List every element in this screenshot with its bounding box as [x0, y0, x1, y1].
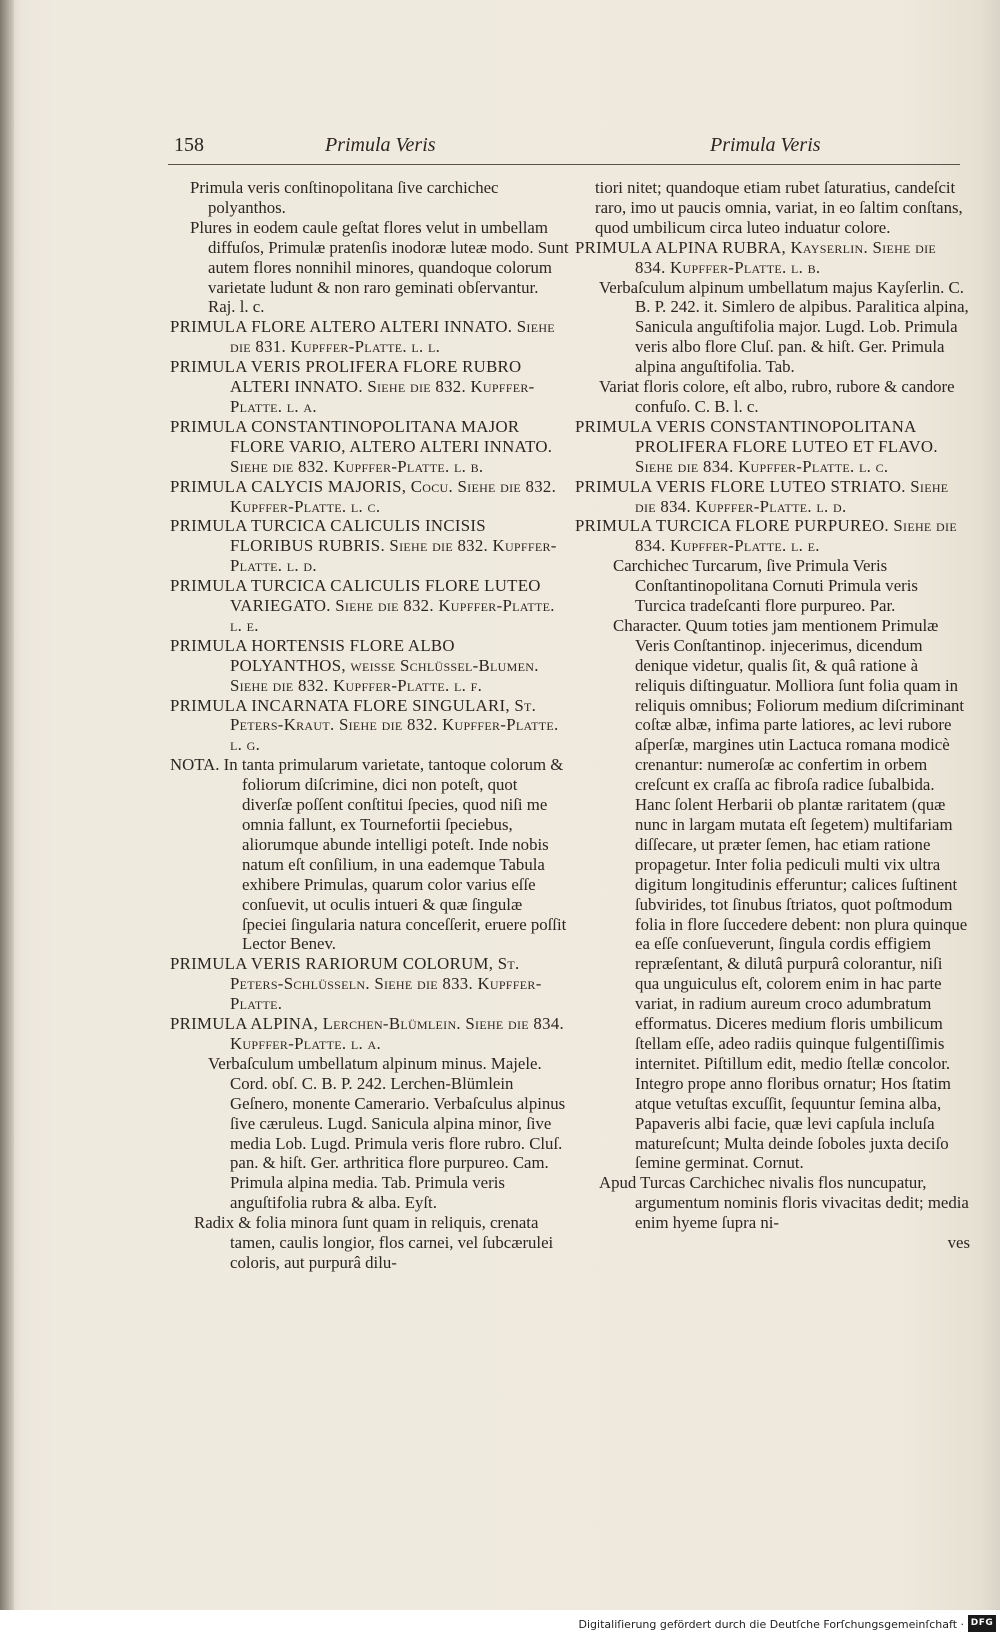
left-entry-12: PRIMULA ALPINA, Lerchen-Blümlein. Siehe die 834. Kupffer-Platte. l. a. — [170, 1014, 565, 1053]
left-entry-0: Primula veris conſtinopolitana ſive carchichec polyanthos. — [190, 178, 499, 217]
right-entry-4: PRIMULA VERIS CONSTANTINOPOLITANA PROLIFERA FLORE LUTEO ET FLAVO. Siehe die 834. Kupffer-Platte. l. c. — [575, 416, 938, 476]
footer-credit: Digitaliſierung gefördert durch die Deutſche Forſchungsgemeinſchaft · — [578, 1618, 964, 1631]
digitization-footer — [0, 1610, 1000, 1639]
left-entry-4: PRIMULA CONSTANTINOPOLITANA MAJOR FLORE VARIO, ALTERO ALTERI INNATO. Siehe die 832. Kupffer-Platte. l. b. — [170, 416, 553, 476]
left-entry-1: Plures in eodem caule geſtat flores velut in umbellam diffuſos, Primulæ pratenſis inodoræ luteæ modo. Sunt autem flores nonnihil minores, quandoque colorum varietate ludunt & non raro geminati obſervantur. Raj. l. c. — [190, 217, 569, 317]
left-entry-6: PRIMULA TURCICA CALICULIS INCISIS FLORIBUS RUBRIS. Siehe die 832. Kupffer-Platte. l. d. — [170, 516, 557, 576]
right-entry-3: Variat floris colore, eſt albo, rubro, rubore & candore confuſo. C. B. l. c. — [599, 377, 955, 416]
dfg-logo-icon: DFG — [968, 1615, 996, 1632]
right-entry-2: Verbaſculum alpinum umbellatum majus Kayſerlin. C. B. P. 242. it. Simlero de alpibus. Paralitica alpina, Sanicula anguſtifolia major. Lugd. Lob. Primula veris albo flore Cluſ. pan. & hiſt. Ger. Primula alpina anguſtifolia. Tab. — [599, 277, 969, 377]
left-entry-9: PRIMULA INCARNATA FLORE SINGULARI, St. Peters-Kraut. Siehe die 832. Kupffer-Platte. l. g. — [170, 695, 559, 755]
running-head-left: Primula Veris — [325, 134, 436, 156]
right-entry-1: PRIMULA ALPINA RUBRA, Kayſerlin. Siehe die 834. Kupffer-Platte. l. b. — [575, 237, 937, 277]
left-entry-nota: NOTA. In tanta primularum varietate, tantoque colorum & foliorum diſcrimine, dici non poteſt, quot diverſæ poſſent conſtitui ſpecies, quod niſi me omnia fallunt, ex Tournefortii ſpeciebus, aliorumque abunde intelligi poteſt. Inde nobis natum eſt conſilium, in una eademque Tabula exhibere Primulas, quarum color varius eſſe conſuevit, ut oculis intueri & quæ ſingulæ ſpeciei ſingularia natura conceſſerit, eruere poſſit Lector Benev. — [170, 755, 567, 954]
header-rule — [168, 164, 960, 165]
right-entry-6: PRIMULA TURCICA FLORE PURPUREO. Siehe die 834. Kupffer-Platte. l. e. — [575, 516, 957, 556]
left-entry-8: PRIMULA HORTENSIS FLORE ALBO POLYANTHOS, weiſſe Schlüſſel-Blumen. Siehe die 832. Kupffer-Platte. l. f. — [170, 635, 539, 695]
left-column — [170, 178, 570, 1273]
right-entry-9: Apud Turcas Carchichec nivalis flos nuncupatur, argumentum nominis floris vivacitas dedit; media enim hyeme ſupra ni- — [599, 1173, 969, 1233]
right-entry-7: Carchichec Turcarum, ſive Primula Veris Conſtantinopolitana Cornuti Primula veris Turcica tradeſcanti flore purpureo. Par. — [613, 556, 918, 616]
left-entry-13: Verbaſculum umbellatum alpinum minus. Majele. Cord. obſ. C. B. P. 242. Lerchen-Blümlein Geſnero, monente Camerario. Verbaſculus alpinus ſive cæruleus. Lugd. Sanicula alpina minor, ſive media Lob. Lugd. Primula veris flore rubro. Cluſ. pan. & hiſt. Ger. arthritica flore purpureo. Cam. Primula alpina media. Tab. Primula veris anguſtifolia rubra & alba. Eyſt. — [208, 1053, 566, 1213]
left-entry-7: PRIMULA TURCICA CALICULIS FLORE LUTEO VARIEGATO. Siehe die 832. Kupffer-Platte. l. e. — [170, 576, 555, 635]
page-number: 158 — [174, 134, 204, 156]
book-spine — [0, 0, 14, 1610]
left-entry-5: PRIMULA CALYCIS MAJORIS, Cocu. Siehe die 832. Kupffer-Platte. l. c. — [170, 476, 557, 516]
right-entry-0: tiori nitet; quandoque etiam rubet ſaturatius, candeſcit raro, imo ut paucis omnia, variat, in eo ſaltim conſtans, quod umbilicum circa luteo induatur colore. — [595, 178, 963, 237]
page-header — [150, 134, 960, 164]
left-entry-3: PRIMULA VERIS PROLIFERA FLORE RUBRO ALTERI INNATO. Siehe die 832. Kupffer-Platte. l. a. — [170, 357, 535, 416]
right-entry-5: PRIMULA VERIS FLORE LUTEO STRIATO. Siehe die 834. Kupffer-Platte. l. d. — [575, 476, 949, 516]
catchword: ves — [947, 1233, 970, 1253]
right-column — [575, 178, 970, 1253]
right-entry-character: Character. Quum toties jam mentionem Primulæ Veris Conſtantinop. injecerimus, dicendum denique videtur, qualis ſit, & quâ ratione à reliquis diſtinguatur. Molliora ſunt folia quam in reliquis omnibus; Foliorum medium diſcriminant coſtæ albæ, infima parte latiores, ac levi rubore aſperſæ, margines utin Lactuca romana modicè crenantur: numeroſæ ac confertim in orbem creſcunt ex craſſa ac fibroſa radice ſubalbida. Hanc ſolent Herbarii ob plantæ raritatem (quæ nunc in largam mutata eſt ſegetem) multifariam diſſecare, ut præter ſemen, hac etiam ratione propagetur. Inter folia pediculi multi vix ultra digitum longitudinis efferuntur; calices ſuſtinent ſubvirides, tot ſinubus ſtriatos, quot poſtmodum folia in flore ſuccedere debent: non plura quinque ea eſſe conſueverunt, ſingula cordis effigiem repræſentant, & dilutâ purpurâ colorantur, niſi qua unguiculus eſt, colorem enim in hac parte variat, in radium aureum croco adumbratum efformatus. Diceres medium floris umbilicum ſtellam eſſe, adeo radiis quinque fulgentiſſimis internitet. Piſtillum edit, medio ſtellæ concolor. Integro prope anno floribus ornatur; Hos ſtatim atque vetuſtas excuſſit, ſequuntur ſemina alba, Papaveris albi facie, quæ levi capſula incluſa matureſcunt; Multa deinde ſoboles juxta deciſo ſemine germinat. Cornut. — [613, 615, 968, 1173]
left-entry-2: PRIMULA FLORE ALTERO ALTERI INNATO. Siehe die 831. Kupffer-Platte. l. l. — [170, 317, 555, 357]
left-entry-14: Radix & folia minora ſunt quam in reliquis, crenata tamen, caulis longior, flos carnei, vel ſubcærulei coloris, aut purpurâ dilu- — [194, 1213, 554, 1272]
running-head-right: Primula Veris — [710, 134, 821, 156]
left-entry-11: PRIMULA VERIS RARIORUM COLORUM, St. Peters-Schlüſſeln. Siehe die 833. Kupffer-Platte. — [170, 954, 542, 1014]
